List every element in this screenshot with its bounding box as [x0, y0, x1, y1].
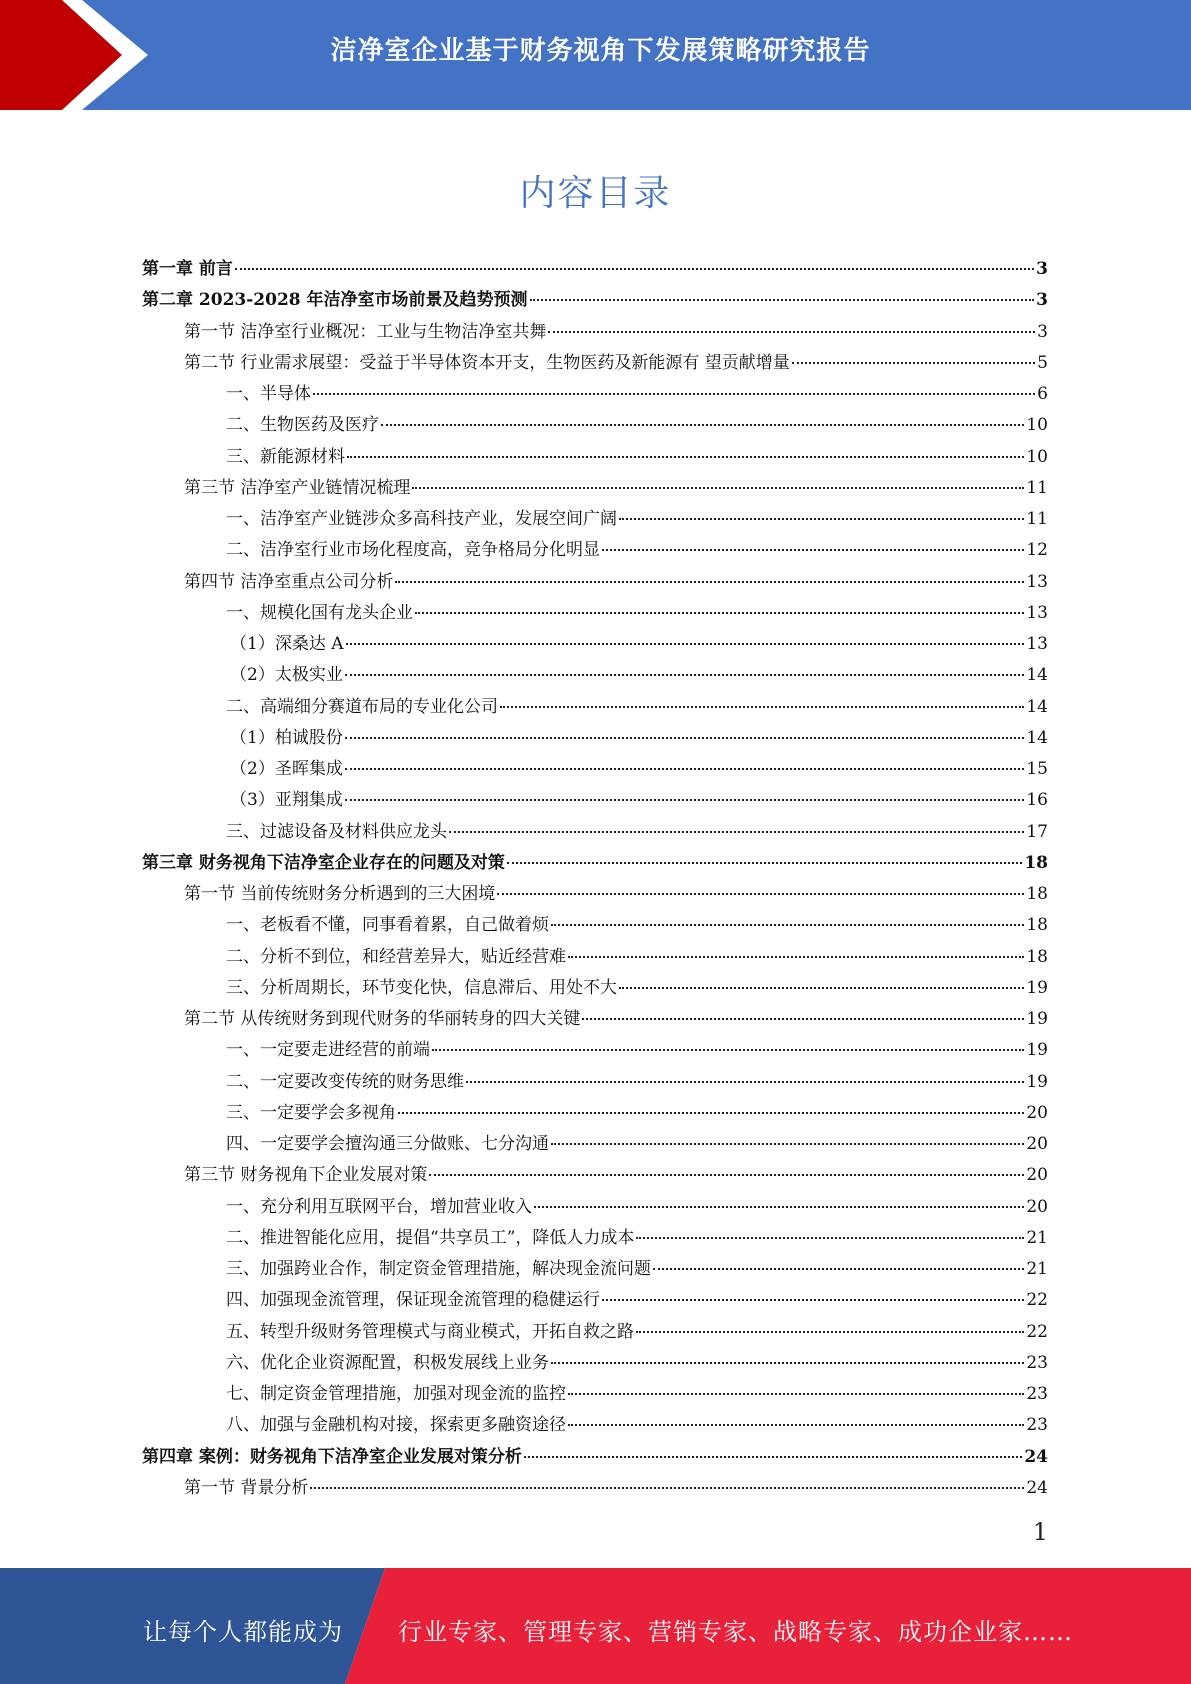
table-of-contents — [142, 254, 1048, 1504]
toc-entry-page: 14 — [1026, 696, 1048, 717]
toc-entry-page: 10 — [1026, 446, 1048, 467]
toc-entry[interactable] — [142, 348, 1048, 379]
toc-dot-leader — [345, 674, 1025, 676]
toc-entry-title: 一、充分利用互联网平台，增加营业收入 — [226, 1196, 532, 1217]
toc-entry[interactable] — [142, 1004, 1048, 1035]
toc-entry-page: 3 — [1036, 259, 1048, 279]
toc-dot-leader — [524, 1456, 1022, 1458]
toc-dot-leader — [582, 1018, 1024, 1020]
toc-entry-title: 第四章 案例：财务视角下洁净室企业发展对策分析 — [142, 1446, 522, 1467]
toc-dot-leader — [568, 956, 1024, 958]
toc-entry[interactable] — [142, 817, 1048, 848]
toc-entry-title: 一、洁净室产业链涉众多高科技产业，发展空间广阔 — [226, 509, 617, 529]
toc-dot-leader — [500, 706, 1024, 708]
toc-entry-page: 14 — [1026, 727, 1048, 748]
toc-entry[interactable] — [142, 1410, 1048, 1441]
toc-entry[interactable] — [142, 942, 1048, 973]
toc-entry-page: 5 — [1037, 352, 1048, 373]
toc-entry[interactable] — [142, 1129, 1048, 1160]
toc-entry-page: 20 — [1026, 1196, 1048, 1217]
toc-entry-page: 24 — [1026, 1477, 1048, 1498]
toc-entry[interactable] — [142, 629, 1048, 660]
toc-entry-page: 6 — [1037, 384, 1048, 404]
toc-entry-title: 二、高端细分赛道布局的专业化公司 — [226, 696, 498, 717]
toc-dot-leader — [449, 831, 1024, 833]
toc-dot-leader — [310, 1487, 1024, 1489]
toc-dot-leader — [395, 581, 1024, 583]
toc-entry[interactable] — [142, 317, 1048, 348]
toc-title: 内容目录 — [519, 173, 672, 214]
toc-entry-title: （1）柏诚股份 — [230, 727, 343, 748]
toc-dot-leader — [568, 1393, 1024, 1395]
toc-entry-page: 21 — [1026, 1227, 1048, 1248]
toc-entry-title: 三、分析周期长，环节变化快，信息滞后、用处不大 — [226, 977, 617, 998]
toc-entry-title: 三、新能源材料 — [226, 446, 345, 467]
toc-entry-page: 18 — [1026, 915, 1048, 936]
toc-entry-title: 第一节 洁净室行业概况：工业与生物洁净室共舞 — [184, 321, 547, 342]
toc-entry-page: 13 — [1026, 571, 1048, 592]
toc-dot-leader — [347, 456, 1024, 458]
toc-entry[interactable] — [142, 410, 1048, 441]
toc-dot-leader — [551, 1362, 1024, 1364]
toc-entry-page: 15 — [1026, 759, 1048, 779]
toc-dot-leader — [412, 487, 1024, 489]
toc-entry-page: 18 — [1026, 884, 1048, 904]
toc-entry[interactable] — [142, 379, 1048, 410]
toc-entry[interactable] — [142, 598, 1048, 629]
toc-dot-leader — [345, 737, 1025, 739]
toc-entry-page: 18 — [1024, 852, 1048, 873]
toc-entry-title: 四、一定要学会擅沟通三分做账、七分沟通 — [226, 1134, 549, 1154]
header-title: 洁净室企业基于财务视角下发展策略研究报告 — [330, 36, 871, 66]
toc-entry[interactable] — [142, 567, 1048, 598]
toc-entry[interactable] — [142, 504, 1048, 535]
toc-entry-title: 一、一定要走进经营的前端 — [226, 1040, 430, 1061]
toc-dot-leader — [619, 518, 1024, 520]
toc-dot-leader — [636, 1331, 1024, 1333]
footer-slogan-right: 行业专家、管理专家、营销专家、战略专家、成功企业家…… — [398, 1618, 1073, 1646]
toc-entry[interactable] — [142, 1285, 1048, 1316]
toc-dot-leader — [568, 1424, 1024, 1426]
toc-dot-leader — [346, 643, 1025, 645]
toc-entry-title: （3）亚翔集成 — [230, 790, 343, 811]
toc-dot-leader — [602, 549, 1024, 551]
toc-entry-page: 16 — [1026, 790, 1048, 811]
toc-entry[interactable] — [142, 692, 1048, 723]
toc-entry-page: 3 — [1037, 321, 1048, 342]
toc-entry-title: （2）太极实业 — [230, 665, 343, 686]
toc-entry-title: 一、规模化国有龙头企业 — [226, 602, 413, 623]
toc-dot-leader — [497, 893, 1024, 895]
toc-entry-title: 第一章 前言 — [142, 259, 233, 279]
toc-entry-page: 23 — [1026, 1352, 1048, 1373]
toc-dot-leader — [345, 799, 1025, 801]
toc-dot-leader — [534, 1206, 1024, 1208]
toc-entry-title: （2）圣晖集成 — [230, 759, 343, 779]
toc-dot-leader — [507, 862, 1022, 864]
toc-dot-leader — [551, 924, 1024, 926]
toc-dot-leader — [466, 1081, 1024, 1083]
toc-entry-title: 二、洁净室行业市场化程度高，竞争格局分化明显 — [226, 540, 600, 561]
toc-entry-page: 19 — [1026, 1009, 1048, 1029]
toc-entry-title: 二、一定要改变传统的财务思维 — [226, 1071, 464, 1092]
toc-entry-title: 四、加强现金流管理，保证现金流管理的稳健运行 — [226, 1290, 600, 1311]
toc-entry-title: 第四节 洁净室重点公司分析 — [184, 571, 394, 592]
toc-entry[interactable] — [142, 1317, 1048, 1348]
toc-entry-title: 第一节 当前传统财务分析遇到的三大困境 — [184, 884, 496, 904]
toc-entry-title: 三、过滤设备及材料供应龙头 — [226, 821, 447, 842]
toc-dot-leader — [432, 1049, 1024, 1051]
toc-entry[interactable] — [142, 1473, 1048, 1504]
toc-entry-page: 22 — [1026, 1321, 1048, 1342]
toc-entry-page: 19 — [1026, 977, 1048, 998]
toc-entry[interactable] — [142, 1160, 1048, 1191]
toc-entry[interactable] — [142, 535, 1048, 566]
toc-dot-leader — [551, 1143, 1024, 1145]
toc-entry-page: 14 — [1026, 665, 1048, 686]
toc-dot-leader — [530, 299, 1035, 301]
toc-entry-title: 第二节 行业需求展望：受益于半导体资本开支，生物医药及新能源有 望贡献增量 — [184, 352, 790, 373]
toc-dot-leader — [235, 268, 1034, 270]
toc-entry-title: （1）深桑达 A — [230, 634, 344, 654]
toc-dot-leader — [792, 362, 1035, 364]
toc-dot-leader — [548, 331, 1035, 333]
toc-entry-title: 一、老板看不懂，同事看着累，自己做着烦 — [226, 915, 549, 936]
toc-dot-leader — [636, 1237, 1024, 1239]
toc-entry-page: 22 — [1026, 1290, 1048, 1311]
toc-entry-title: 二、生物医药及医疗 — [226, 415, 379, 436]
toc-entry-page: 23 — [1026, 1415, 1048, 1436]
toc-entry[interactable] — [142, 785, 1048, 816]
toc-entry[interactable] — [142, 473, 1048, 504]
toc-entry-title: 二、推进智能化应用，提倡“共享员工”，降低人力成本 — [226, 1227, 635, 1248]
toc-entry[interactable] — [142, 1348, 1048, 1379]
toc-entry[interactable] — [142, 254, 1048, 285]
toc-entry[interactable] — [142, 973, 1048, 1004]
page-number: 1 — [1032, 1518, 1048, 1546]
toc-entry-page: 19 — [1026, 1071, 1048, 1092]
toc-entry-title: 第一节 背景分析 — [184, 1477, 309, 1498]
toc-dot-leader — [398, 1112, 1024, 1114]
toc-dot-leader — [415, 612, 1024, 614]
toc-entry-title: 三、加强跨业合作，制定资金管理措施，解决现金流问题 — [226, 1259, 651, 1279]
toc-entry-page: 23 — [1026, 1384, 1048, 1404]
toc-entry-title: 第二节 从传统财务到现代财务的华丽转身的四大关键 — [184, 1009, 581, 1029]
toc-entry-page: 21 — [1026, 1259, 1048, 1279]
toc-dot-leader — [345, 768, 1025, 770]
toc-entry[interactable] — [142, 1223, 1048, 1254]
toc-entry-page: 17 — [1026, 821, 1048, 842]
toc-entry-title: 第三节 财务视角下企业发展对策 — [184, 1165, 428, 1186]
toc-entry[interactable] — [142, 1192, 1048, 1223]
toc-entry-title: 第二章 2023-2028 年洁净室市场前景及趋势预测 — [142, 290, 528, 311]
toc-entry-page: 20 — [1026, 1134, 1048, 1154]
toc-entry-page: 11 — [1026, 509, 1048, 529]
toc-entry[interactable] — [142, 848, 1048, 879]
toc-entry-page: 11 — [1026, 477, 1048, 498]
toc-dot-leader — [313, 393, 1035, 395]
toc-entry[interactable] — [142, 660, 1048, 691]
toc-entry-title: 五、转型升级财务管理模式与商业模式，开拓自救之路 — [226, 1321, 634, 1342]
toc-dot-leader — [619, 987, 1024, 989]
toc-entry-page: 3 — [1036, 290, 1048, 311]
toc-entry-page: 13 — [1026, 602, 1048, 623]
toc-entry[interactable] — [142, 723, 1048, 754]
toc-entry-title: 一、半导体 — [226, 384, 311, 404]
toc-entry-title: 八、加强与金融机构对接，探索更多融资途径 — [226, 1415, 566, 1436]
toc-entry-page: 18 — [1026, 946, 1048, 967]
footer-slogan-left: 让每个人都能成为 — [143, 1618, 343, 1646]
toc-entry-page: 20 — [1026, 1165, 1048, 1186]
toc-entry-page: 20 — [1026, 1102, 1048, 1123]
toc-entry-title: 七、制定资金管理措施，加强对现金流的监控 — [226, 1384, 566, 1404]
page-footer — [0, 1568, 1191, 1684]
toc-entry[interactable] — [142, 442, 1048, 473]
toc-entry[interactable] — [142, 285, 1048, 316]
toc-entry-page: 19 — [1026, 1040, 1048, 1061]
toc-entry[interactable] — [142, 1098, 1048, 1129]
toc-dot-leader — [429, 1174, 1024, 1176]
page-header — [0, 0, 1191, 110]
toc-entry-title: 三、一定要学会多视角 — [226, 1102, 396, 1123]
toc-entry[interactable] — [142, 910, 1048, 941]
toc-entry-page: 12 — [1026, 540, 1048, 561]
toc-entry-page: 10 — [1026, 415, 1048, 436]
toc-entry-page: 24 — [1024, 1446, 1048, 1467]
toc-dot-leader — [381, 424, 1024, 426]
toc-entry-title: 第三章 财务视角下洁净室企业存在的问题及对策 — [142, 852, 505, 873]
toc-dot-leader — [602, 1299, 1024, 1301]
toc-entry-page: 13 — [1026, 634, 1048, 654]
toc-entry[interactable] — [142, 1379, 1048, 1410]
toc-entry[interactable] — [142, 1442, 1048, 1473]
toc-entry[interactable] — [142, 1067, 1048, 1098]
toc-entry-title: 第三节 洁净室产业链情况梳理 — [184, 477, 411, 498]
toc-entry[interactable] — [142, 754, 1048, 785]
toc-entry[interactable] — [142, 879, 1048, 910]
toc-entry-title: 六、优化企业资源配置，积极发展线上业务 — [226, 1352, 549, 1373]
toc-entry[interactable] — [142, 1254, 1048, 1285]
toc-entry-title: 二、分析不到位，和经营差异大，贴近经营难 — [226, 946, 566, 967]
toc-dot-leader — [653, 1268, 1024, 1270]
toc-entry[interactable] — [142, 1035, 1048, 1066]
